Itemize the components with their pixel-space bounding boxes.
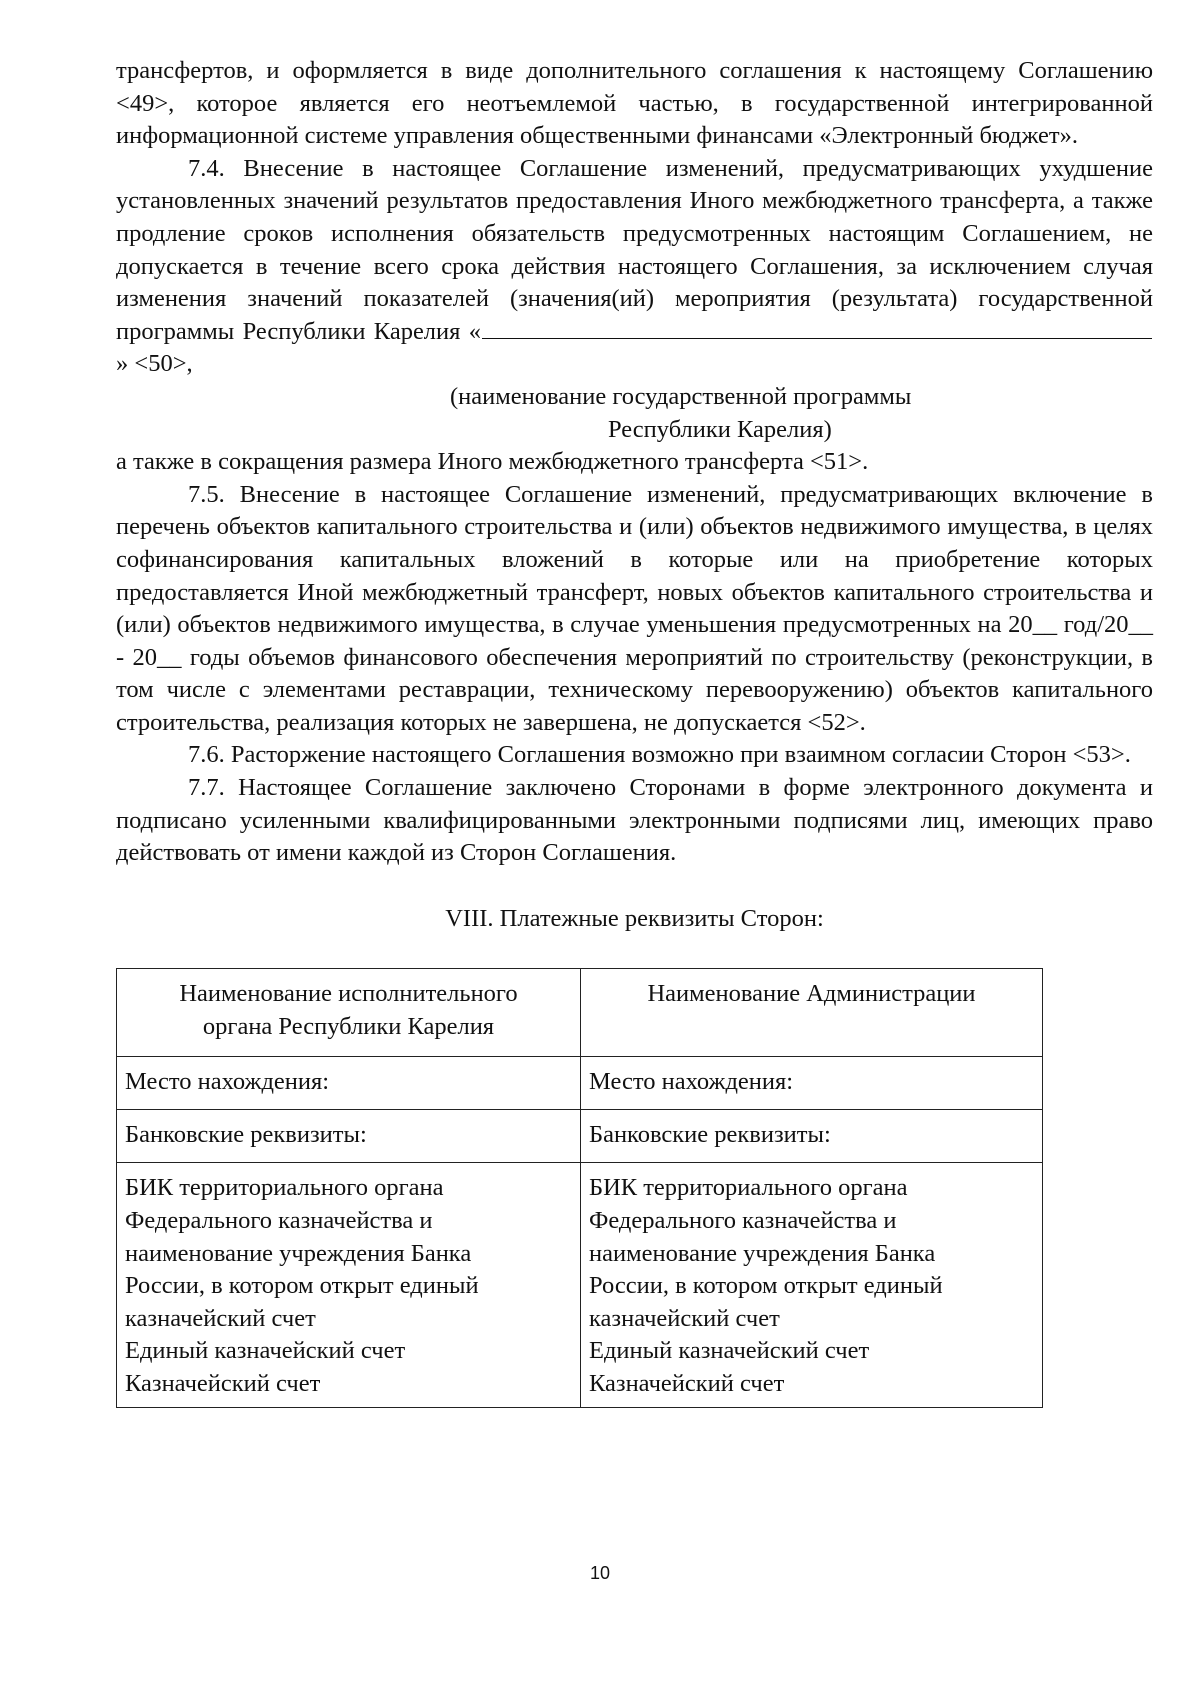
details-right-line: казначейский счет [589,1304,780,1332]
details-left-line: БИК территориального органа [125,1174,444,1202]
paragraph-7-4 [116,153,1153,381]
header-cell-administration [581,969,1043,1057]
field-caption-line-1: (наименование государственной программы [450,382,912,410]
paragraph-7-5: 7.5. Внесение в настоящее Соглашение изменений, предусматривающих включение в перечень объектов капитального строительства и (или) объектов недвижимого имущества, в целях софинансирования капитальных вложений в которые или на приобретение которых предоставляется Иной межбюджетный трансферт, новых объектов капитального строительства и (или) объектов недвижимого имущества, в случае уменьшения предусмотренных на 20__ год/20__ - 20__ годы объемов финансового обеспечения мероприятий по строительству (реконструкции, в том числе с элементами реставрации, техническому перевооружению) объектов капитального строительства, реализация которых не завершена, не допускается <52>. [116,480,1153,736]
header-left-line-2: органа Республики Карелия [202,1013,495,1041]
location-cell-left: Место нахождения: [117,1057,581,1110]
field-caption-line-2: Республики Карелия) [608,415,832,443]
paragraph-7-4-text: 7.4. Внесение в настоящее Соглашение изменений, предусматривающих ухудшение установленных значений результатов предоставления Иного межбюджетного трансферта, а также продление сроков исполнения обязательств предусмотренных настоящим Соглашением, не допускается в течение всего срока действия настоящего Соглашения, за исключением случая изменения значений показателей (значения(ий) мероприятия (результата) государственной программы Республики Карелия « [116,154,1153,345]
page-number: 10 [589,1563,611,1583]
details-left-line: Федерального казначейства и [125,1207,433,1235]
details-left-line: Единый казначейский счет [125,1337,406,1365]
details-right-line: Единый казначейский счет [589,1337,870,1365]
paragraph-7-6: 7.6. Расторжение настоящего Соглашения возможно при взаимном согласии Сторон <53>. [188,741,1131,769]
paragraph-continuation: трансфертов, и оформляется в виде дополнительного соглашения к настоящему Соглашению <49>, которое является его неотъемлемой частью, в государственной интегрированной информационной системе управления общественными финансами «Электронный бюджет». [116,57,1153,150]
paragraph-7-7: 7.7. Настоящее Соглашение заключено Сторонами в форме электронного документа и подписано усиленными квалифицированными электронными подписями лиц, имеющих право действовать от имени каждой из Сторон Соглашения. [116,774,1153,867]
section-title: VIII. Платежные реквизиты Сторон: [445,904,824,932]
details-right-line: Казначейский счет [589,1370,785,1397]
details-cell-right [581,1163,1043,1407]
bank-cell-right: Банковские реквизиты: [581,1110,1043,1163]
table-row-location [117,1057,1043,1110]
header-cell-executive-body [117,969,581,1057]
location-cell-right: Место нахождения: [581,1057,1043,1110]
details-left-line: Казначейский счет [125,1370,321,1397]
document-page [116,55,1153,1408]
header-left-line-1: Наименование исполнительного [179,980,518,1008]
details-left-line: наименование учреждения Банка [125,1239,472,1267]
table-row-bank [117,1110,1043,1163]
details-right-line: БИК территориального органа [589,1174,908,1202]
payment-details-table [116,968,1043,1407]
bank-cell-left: Банковские реквизиты: [117,1110,581,1163]
details-right-line: Федерального казначейства и [589,1207,897,1235]
details-right-line: России, в котором открыт единый [589,1272,943,1300]
details-left-line: казначейский счет [125,1304,316,1332]
details-cell-left [117,1163,581,1407]
details-left-line: России, в котором открыт единый [125,1272,479,1300]
header-right-text: Наименование Администрации [647,980,976,1008]
table-header-row [117,969,1043,1057]
details-right-line: наименование учреждения Банка [589,1239,936,1267]
program-name-field[interactable] [482,316,1152,339]
paragraph-7-4-tail: а также в сокращения размера Иного межбюджетного трансферта <51>. [116,448,869,476]
paragraph-7-4-footnote: » <50>, [116,350,193,378]
table-row-details [117,1163,1043,1407]
